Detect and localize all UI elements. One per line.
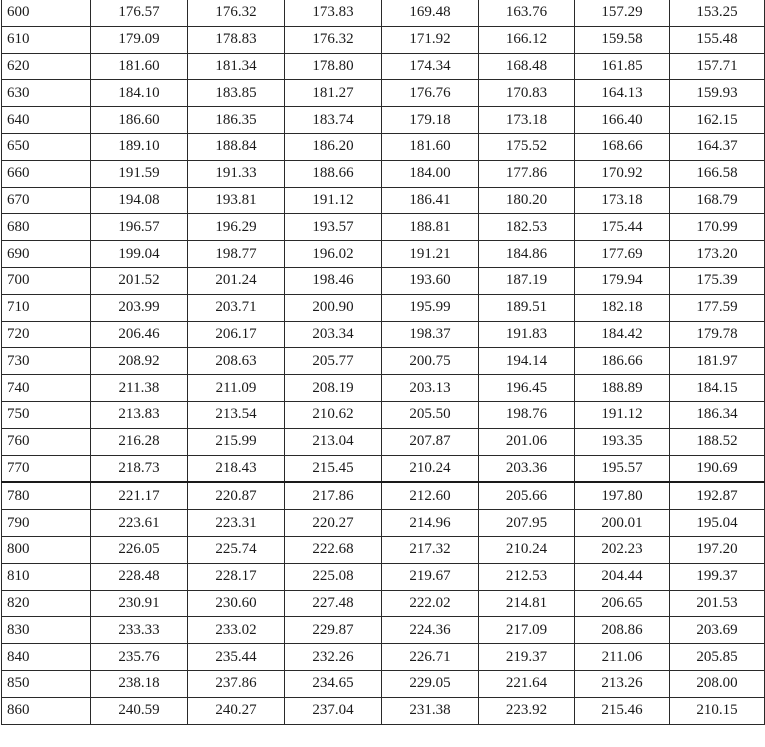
table-cell: 205.77 [285, 348, 382, 375]
row-header-cell: 700 [2, 267, 91, 294]
table-cell: 168.66 [575, 133, 670, 160]
table-cell: 223.92 [479, 697, 575, 724]
table-cell: 166.12 [479, 26, 575, 53]
table-cell: 191.33 [188, 160, 285, 187]
row-header-cell: 760 [2, 428, 91, 455]
row-header-cell: 750 [2, 401, 91, 428]
table-cell: 208.63 [188, 348, 285, 375]
table-cell: 213.54 [188, 401, 285, 428]
table-row [2, 697, 765, 724]
table-cell: 205.66 [479, 482, 575, 509]
table-cell: 190.69 [670, 455, 765, 482]
table-cell: 237.86 [188, 670, 285, 697]
table-cell: 181.60 [382, 133, 479, 160]
table-cell: 180.20 [479, 187, 575, 214]
row-header-cell: 710 [2, 294, 91, 321]
table-cell: 217.32 [382, 536, 479, 563]
table-cell: 175.52 [479, 133, 575, 160]
table-cell: 196.29 [188, 214, 285, 241]
table-cell: 217.86 [285, 482, 382, 509]
table-cell: 174.34 [382, 53, 479, 80]
table-cell: 222.02 [382, 590, 479, 617]
table-cell: 213.83 [91, 401, 188, 428]
table-cell: 203.99 [91, 294, 188, 321]
table-cell: 230.60 [188, 590, 285, 617]
table-cell: 178.83 [188, 26, 285, 53]
table-cell: 186.35 [188, 107, 285, 134]
table-cell: 234.65 [285, 670, 382, 697]
table-cell: 222.68 [285, 536, 382, 563]
table-row [2, 455, 765, 482]
table-cell: 240.27 [188, 697, 285, 724]
table-cell: 166.40 [575, 107, 670, 134]
table-row [2, 294, 765, 321]
table-cell: 177.69 [575, 241, 670, 268]
table-cell: 171.92 [382, 26, 479, 53]
row-header-cell: 810 [2, 563, 91, 590]
table-cell: 219.67 [382, 563, 479, 590]
table-cell: 211.09 [188, 375, 285, 402]
table-cell: 188.52 [670, 428, 765, 455]
table-cell: 182.53 [479, 214, 575, 241]
table-cell: 163.76 [479, 0, 575, 26]
table-row [2, 563, 765, 590]
table-cell: 155.48 [670, 26, 765, 53]
table-cell: 226.05 [91, 536, 188, 563]
table-cell: 161.85 [575, 53, 670, 80]
row-header-cell: 860 [2, 697, 91, 724]
table-cell: 224.36 [382, 617, 479, 644]
table-row [2, 536, 765, 563]
table-cell: 162.15 [670, 107, 765, 134]
table-cell: 205.85 [670, 644, 765, 671]
row-header-cell: 620 [2, 53, 91, 80]
table-cell: 157.29 [575, 0, 670, 26]
table-cell: 193.57 [285, 214, 382, 241]
table-cell: 211.06 [575, 644, 670, 671]
table-row [2, 428, 765, 455]
table-cell: 179.94 [575, 267, 670, 294]
table-cell: 173.18 [479, 107, 575, 134]
table-cell: 184.15 [670, 375, 765, 402]
table-cell: 176.32 [285, 26, 382, 53]
table-cell: 153.25 [670, 0, 765, 26]
table-cell: 188.89 [575, 375, 670, 402]
table-cell: 181.34 [188, 53, 285, 80]
row-header-cell: 830 [2, 617, 91, 644]
table-cell: 228.48 [91, 563, 188, 590]
table-row [2, 160, 765, 187]
row-header-cell: 770 [2, 455, 91, 482]
table-cell: 203.69 [670, 617, 765, 644]
table-cell: 189.10 [91, 133, 188, 160]
table-cell: 192.87 [670, 482, 765, 509]
table-cell: 203.34 [285, 321, 382, 348]
table-cell: 200.75 [382, 348, 479, 375]
table-cell: 196.02 [285, 241, 382, 268]
table-cell: 201.52 [91, 267, 188, 294]
row-header-cell: 600 [2, 0, 91, 26]
table-row [2, 133, 765, 160]
table-cell: 225.08 [285, 563, 382, 590]
table-cell: 227.48 [285, 590, 382, 617]
table-cell: 216.28 [91, 428, 188, 455]
table-cell: 200.90 [285, 294, 382, 321]
table-cell: 198.46 [285, 267, 382, 294]
table-row [2, 670, 765, 697]
table-cell: 226.71 [382, 644, 479, 671]
table-cell: 229.87 [285, 617, 382, 644]
table-cell: 184.00 [382, 160, 479, 187]
table-cell: 202.23 [575, 536, 670, 563]
table-cell: 179.18 [382, 107, 479, 134]
row-header-cell: 850 [2, 670, 91, 697]
table-cell: 197.80 [575, 482, 670, 509]
table-cell: 178.80 [285, 53, 382, 80]
row-header-cell: 640 [2, 107, 91, 134]
table-cell: 169.48 [382, 0, 479, 26]
table-cell: 168.79 [670, 187, 765, 214]
table-cell: 176.76 [382, 80, 479, 107]
table-cell: 232.26 [285, 644, 382, 671]
table-row [2, 80, 765, 107]
table-cell: 230.91 [91, 590, 188, 617]
table-row [2, 644, 765, 671]
table-cell: 170.92 [575, 160, 670, 187]
table-cell: 181.97 [670, 348, 765, 375]
table-row [2, 348, 765, 375]
table-cell: 170.83 [479, 80, 575, 107]
table-cell: 191.12 [575, 401, 670, 428]
table-cell: 206.17 [188, 321, 285, 348]
table-cell: 223.61 [91, 510, 188, 537]
table-cell: 233.02 [188, 617, 285, 644]
table-cell: 213.04 [285, 428, 382, 455]
table-cell: 195.04 [670, 510, 765, 537]
table-cell: 223.31 [188, 510, 285, 537]
table-cell: 188.81 [382, 214, 479, 241]
table-cell: 210.62 [285, 401, 382, 428]
table-cell: 203.36 [479, 455, 575, 482]
table-cell: 217.09 [479, 617, 575, 644]
table-row [2, 53, 765, 80]
table-cell: 225.74 [188, 536, 285, 563]
table-cell: 199.37 [670, 563, 765, 590]
table-cell: 210.24 [479, 536, 575, 563]
table-row [2, 617, 765, 644]
table-cell: 206.46 [91, 321, 188, 348]
table-cell: 200.01 [575, 510, 670, 537]
table-cell: 206.65 [575, 590, 670, 617]
table-cell: 220.27 [285, 510, 382, 537]
table-cell: 175.39 [670, 267, 765, 294]
table-cell: 221.64 [479, 670, 575, 697]
table-cell: 179.09 [91, 26, 188, 53]
table-cell: 184.42 [575, 321, 670, 348]
row-header-cell: 690 [2, 241, 91, 268]
table-row [2, 0, 765, 26]
table-cell: 173.20 [670, 241, 765, 268]
row-header-cell: 740 [2, 375, 91, 402]
table-cell: 235.44 [188, 644, 285, 671]
row-header-cell: 780 [2, 482, 91, 509]
table-row [2, 510, 765, 537]
table-cell: 214.81 [479, 590, 575, 617]
table-cell: 210.24 [382, 455, 479, 482]
table-cell: 194.14 [479, 348, 575, 375]
table-cell: 181.60 [91, 53, 188, 80]
table-cell: 208.86 [575, 617, 670, 644]
table-cell: 191.59 [91, 160, 188, 187]
table-cell: 219.37 [479, 644, 575, 671]
table-cell: 159.93 [670, 80, 765, 107]
table-cell: 176.32 [188, 0, 285, 26]
table-cell: 215.99 [188, 428, 285, 455]
table-cell: 188.84 [188, 133, 285, 160]
table-cell: 186.34 [670, 401, 765, 428]
table-cell: 201.24 [188, 267, 285, 294]
table-cell: 201.53 [670, 590, 765, 617]
table-cell: 211.38 [91, 375, 188, 402]
table-cell: 189.51 [479, 294, 575, 321]
table-row [2, 187, 765, 214]
table-cell: 197.20 [670, 536, 765, 563]
row-header-cell: 790 [2, 510, 91, 537]
table-cell: 196.45 [479, 375, 575, 402]
table-cell: 215.45 [285, 455, 382, 482]
table-cell: 237.04 [285, 697, 382, 724]
table-cell: 208.00 [670, 670, 765, 697]
table-row [2, 590, 765, 617]
table-cell: 181.27 [285, 80, 382, 107]
table-row [2, 401, 765, 428]
table-cell: 221.17 [91, 482, 188, 509]
table-cell: 173.18 [575, 187, 670, 214]
table-cell: 159.58 [575, 26, 670, 53]
table-cell: 207.95 [479, 510, 575, 537]
table-cell: 203.71 [188, 294, 285, 321]
table-cell: 207.87 [382, 428, 479, 455]
table-cell: 194.08 [91, 187, 188, 214]
table-cell: 195.99 [382, 294, 479, 321]
table-cell: 205.50 [382, 401, 479, 428]
table-cell: 201.06 [479, 428, 575, 455]
table-cell: 170.99 [670, 214, 765, 241]
table-cell: 157.71 [670, 53, 765, 80]
row-header-cell: 800 [2, 536, 91, 563]
table-cell: 186.60 [91, 107, 188, 134]
table-cell: 196.57 [91, 214, 188, 241]
table-row [2, 107, 765, 134]
row-header-cell: 680 [2, 214, 91, 241]
table-row [2, 482, 765, 509]
table-cell: 214.96 [382, 510, 479, 537]
table-row [2, 241, 765, 268]
table-cell: 233.33 [91, 617, 188, 644]
table-cell: 235.76 [91, 644, 188, 671]
table-cell: 208.92 [91, 348, 188, 375]
table-cell: 164.37 [670, 133, 765, 160]
table-cell: 204.44 [575, 563, 670, 590]
table-row [2, 26, 765, 53]
table-cell: 191.12 [285, 187, 382, 214]
table-cell: 183.85 [188, 80, 285, 107]
table-cell: 212.60 [382, 482, 479, 509]
table-cell: 203.13 [382, 375, 479, 402]
table-cell: 166.58 [670, 160, 765, 187]
table-cell: 220.87 [188, 482, 285, 509]
row-header-cell: 670 [2, 187, 91, 214]
table-cell: 218.43 [188, 455, 285, 482]
table-cell: 229.05 [382, 670, 479, 697]
table-cell: 186.20 [285, 133, 382, 160]
table-cell: 187.19 [479, 267, 575, 294]
table-cell: 195.57 [575, 455, 670, 482]
table-cell: 215.46 [575, 697, 670, 724]
table-row [2, 267, 765, 294]
table-cell: 240.59 [91, 697, 188, 724]
table-cell: 183.74 [285, 107, 382, 134]
table-cell: 188.66 [285, 160, 382, 187]
row-header-cell: 610 [2, 26, 91, 53]
table-cell: 198.37 [382, 321, 479, 348]
table-cell: 193.35 [575, 428, 670, 455]
data-table [1, 0, 765, 725]
table-body [2, 0, 765, 724]
table-cell: 184.10 [91, 80, 188, 107]
table-cell: 179.78 [670, 321, 765, 348]
table-cell: 208.19 [285, 375, 382, 402]
row-header-cell: 840 [2, 644, 91, 671]
table-cell: 184.86 [479, 241, 575, 268]
table-cell: 164.13 [575, 80, 670, 107]
table-cell: 231.38 [382, 697, 479, 724]
table-cell: 213.26 [575, 670, 670, 697]
row-header-cell: 650 [2, 133, 91, 160]
table-cell: 191.21 [382, 241, 479, 268]
row-header-cell: 630 [2, 80, 91, 107]
table-cell: 177.86 [479, 160, 575, 187]
table-cell: 199.04 [91, 241, 188, 268]
table-cell: 175.44 [575, 214, 670, 241]
row-header-cell: 730 [2, 348, 91, 375]
table-cell: 218.73 [91, 455, 188, 482]
table-cell: 168.48 [479, 53, 575, 80]
row-header-cell: 720 [2, 321, 91, 348]
table-row [2, 321, 765, 348]
table-cell: 228.17 [188, 563, 285, 590]
table-row [2, 214, 765, 241]
table-cell: 186.41 [382, 187, 479, 214]
table-cell: 193.60 [382, 267, 479, 294]
table-cell: 186.66 [575, 348, 670, 375]
row-header-cell: 660 [2, 160, 91, 187]
table-cell: 191.83 [479, 321, 575, 348]
table-cell: 210.15 [670, 697, 765, 724]
table-cell: 212.53 [479, 563, 575, 590]
table-cell: 173.83 [285, 0, 382, 26]
table-cell: 176.57 [91, 0, 188, 26]
row-header-cell: 820 [2, 590, 91, 617]
table-cell: 177.59 [670, 294, 765, 321]
table-cell: 182.18 [575, 294, 670, 321]
table-cell: 198.77 [188, 241, 285, 268]
table-row [2, 375, 765, 402]
table-cell: 238.18 [91, 670, 188, 697]
table-cell: 193.81 [188, 187, 285, 214]
table-cell: 198.76 [479, 401, 575, 428]
